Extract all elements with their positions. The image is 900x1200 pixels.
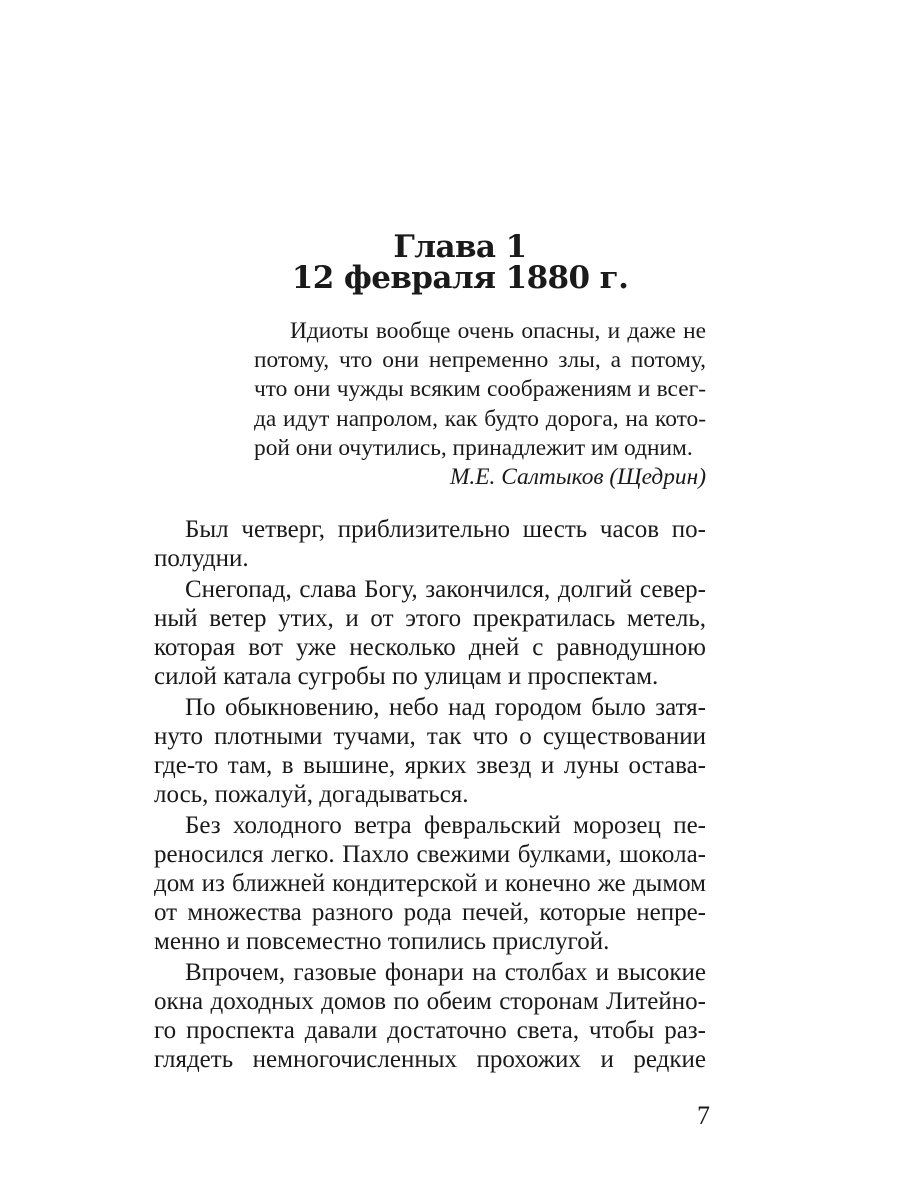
body-line: полудни. bbox=[154, 545, 249, 572]
body-line: Был четверг, приблизительно шесть часов по- bbox=[185, 516, 706, 543]
body-text bbox=[154, 515, 706, 1075]
body-line: которая вот уже несколько дней с равнодушною bbox=[154, 634, 706, 661]
body-line: окна доходных домов по обеим сторонам Литейно- bbox=[154, 988, 706, 1015]
epigraph-line: да идут напролом, как будто дорога, на кото- bbox=[254, 406, 706, 432]
epigraph-line: рой они очутились, принадлежит им одним. bbox=[254, 435, 693, 461]
chapter-number: Глава 1 bbox=[393, 229, 527, 265]
body-line: менно и повсеместно топились прислугой. bbox=[154, 928, 610, 955]
body-line: лось, пожалуй, догадываться. bbox=[154, 781, 469, 808]
body-line: Впрочем, газовые фонари на столбах и высокие bbox=[185, 959, 706, 986]
epigraph-line: потому, что они непременно злы, а потому, bbox=[254, 347, 706, 373]
epigraph-line: Идиоты вообще очень опасны, и даже не bbox=[290, 318, 706, 344]
body-line: дом из ближней кондитерской и конечно же дымом bbox=[154, 870, 706, 897]
body-line: глядеть немногочисленных прохожих и редкие bbox=[154, 1046, 706, 1073]
body-line: нуто плотными тучами, так что о существовании bbox=[154, 723, 706, 750]
body-line: где-то там, в вышине, ярких звезд и луны остава- bbox=[154, 752, 706, 779]
body-line: ный ветер утих, и от этого прекратилась метель, bbox=[154, 605, 706, 632]
body-line: реносился легко. Пахло свежими булками, шокола- bbox=[154, 841, 706, 868]
chapter-date: 12 февраля 1880 г. bbox=[291, 260, 629, 296]
body-line: го проспекта давали достаточно света, чтобы раз- bbox=[154, 1017, 706, 1044]
epigraph-attribution: М.Е. Салтыков (Щедрин) bbox=[449, 464, 706, 490]
body-line: Без холодного ветра февральский морозец пе- bbox=[185, 812, 706, 839]
body-line: По обыкновению, небо над городом было затя- bbox=[185, 694, 706, 721]
body-line: Снегопад, слава Богу, закончился, долгий север- bbox=[185, 576, 706, 603]
epigraph-line: что они чужды всяким соображениям и всег- bbox=[254, 376, 706, 402]
epigraph bbox=[254, 317, 706, 490]
body-line: от множества разного рода печей, которые непре- bbox=[154, 899, 706, 926]
body-line: силой катала сугробы по улицам и проспектам. bbox=[154, 663, 659, 690]
page-number: 7 bbox=[697, 1101, 710, 1130]
